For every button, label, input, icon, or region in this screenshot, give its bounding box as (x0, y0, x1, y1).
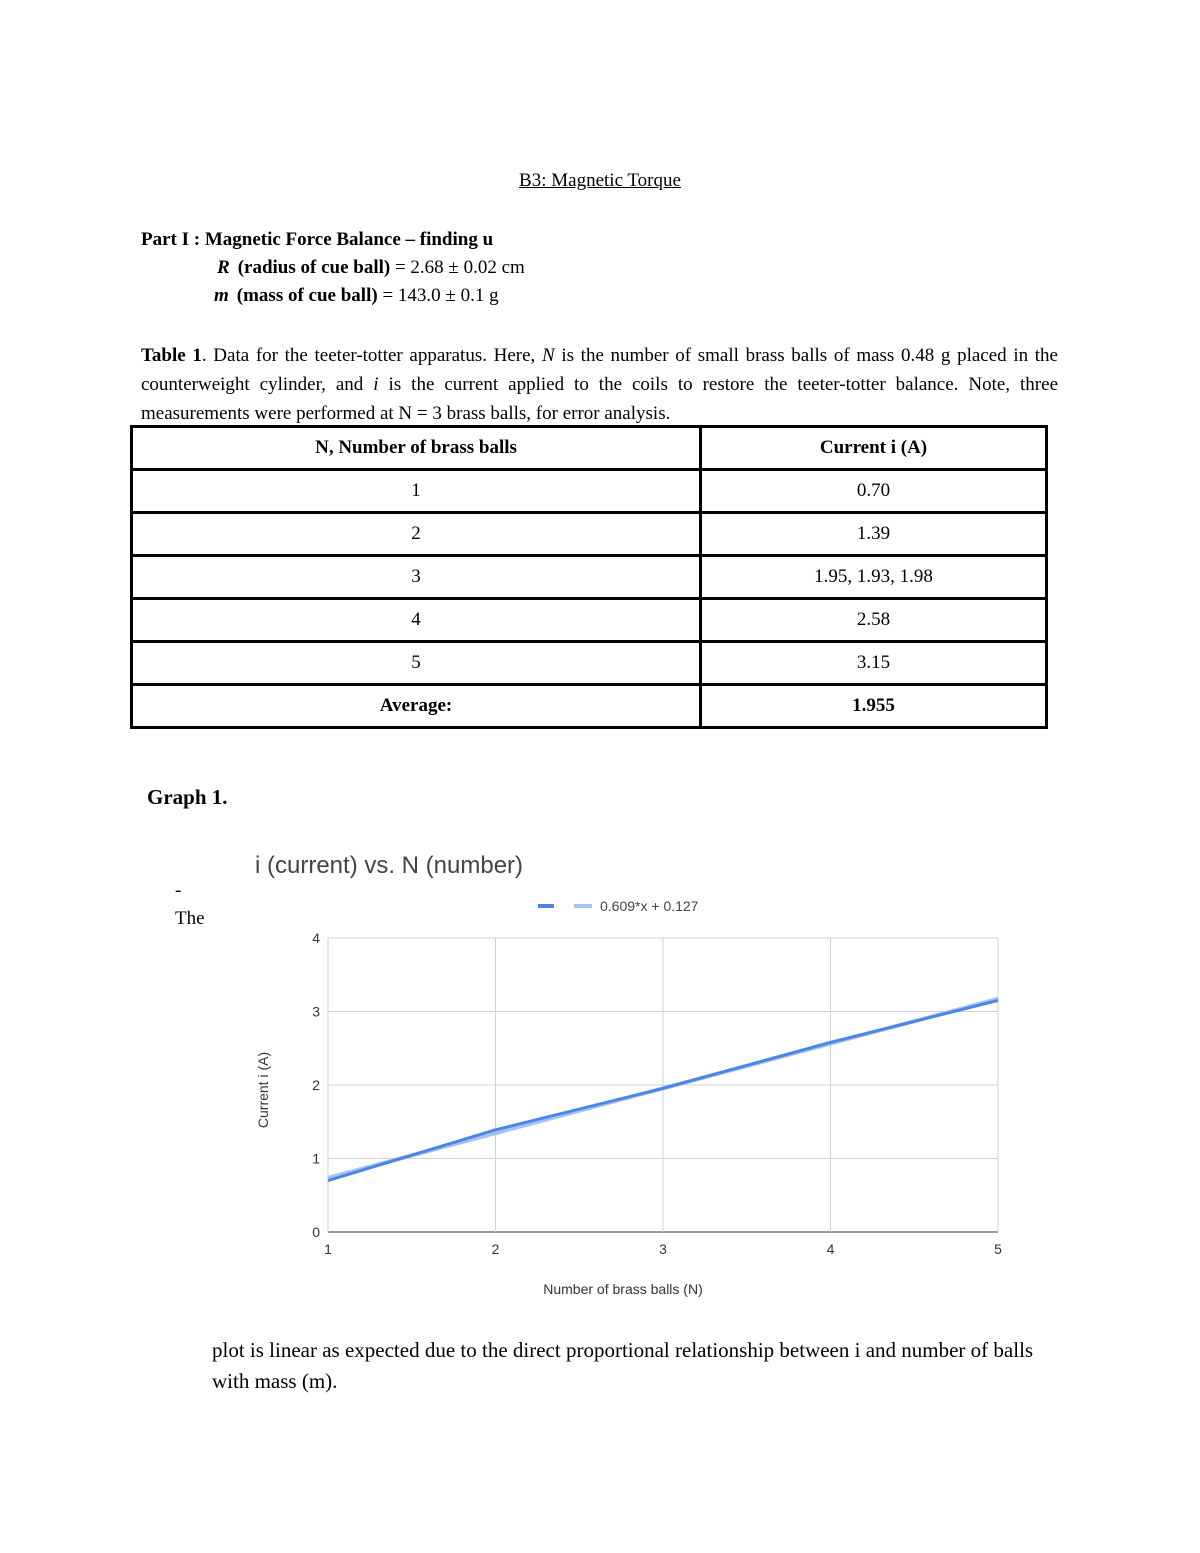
table-header-cell: Current i (A) (701, 427, 1047, 470)
param-label: (radius of cue ball) (237, 257, 391, 278)
param-symbol: R (217, 257, 230, 278)
table-footer-cell: 1.955 (701, 685, 1047, 728)
side-dash: - (175, 880, 182, 901)
table-row (132, 470, 1047, 513)
side-text: The (175, 908, 205, 929)
param-label: (mass of cue ball) (236, 285, 378, 306)
y-tick-label: 1 (312, 1150, 320, 1167)
legend-label: 0.609*x + 0.127 (600, 898, 699, 914)
param-value: = 2.68 ± 0.02 cm (394, 257, 525, 278)
param-value: = 143.0 ± 0.1 g (382, 285, 499, 306)
data-table (130, 425, 1048, 729)
caption-text: . Data for the teeter-totter apparatus. Here, (201, 345, 542, 366)
graph-label: Graph 1. (147, 785, 228, 809)
x-axis-title: Number of brass balls (N) (543, 1281, 703, 1297)
table-header-cell: N, Number of brass balls (132, 427, 701, 470)
table-footer-row (132, 685, 1047, 728)
table-row (132, 642, 1047, 685)
table-row (132, 556, 1047, 599)
table-header-row (132, 427, 1047, 470)
table-cell: 0.70 (701, 470, 1047, 513)
table-caption-label: Table 1 (141, 345, 202, 366)
param-radius (217, 257, 525, 279)
caption-symbol: N (541, 345, 555, 366)
caption-text: is the number of small brass balls of mass 0.48 g placed in the counterweight cylinder, and (141, 345, 1058, 395)
table-cell: 1.39 (701, 513, 1047, 556)
chart-title: i (current) vs. N (number) (255, 852, 524, 879)
table-caption (141, 341, 1058, 428)
table-cell: 5 (132, 642, 701, 685)
x-tick-label: 1 (324, 1241, 332, 1257)
y-tick-label: 2 (312, 1077, 320, 1093)
x-tick-label: 3 (659, 1241, 667, 1257)
document-title: B3: Magnetic Torque (519, 170, 681, 191)
y-axis-title: Current i (A) (255, 1051, 271, 1129)
conclusion-text: plot is linear as expected due to the direct proportional relationship between i and number of balls with mass (m). (212, 1338, 1034, 1393)
y-tick-label: 4 (312, 930, 320, 946)
table-cell: 3.15 (701, 642, 1047, 685)
y-tick-label: 0 (312, 1224, 320, 1240)
table-footer-cell: Average: (132, 685, 701, 728)
table-row (132, 513, 1047, 556)
table-cell: 2.58 (701, 599, 1047, 642)
table-cell: 1.95, 1.93, 1.98 (701, 556, 1047, 599)
part-heading: Part I : Magnetic Force Balance – finding u (141, 229, 494, 250)
param-symbol: m (214, 285, 229, 306)
caption-symbol: i (373, 374, 379, 395)
x-tick-label: 4 (826, 1241, 835, 1257)
table-cell: 3 (132, 556, 701, 599)
param-mass (214, 285, 499, 307)
x-tick-label: 5 (994, 1241, 1002, 1257)
table-cell: 1 (132, 470, 701, 513)
caption-text: is the current applied to the coils to restore the teeter-totter balance. Note, three measurements were performed at N = 3 brass balls, for error analysis. (141, 374, 1059, 424)
table-cell: 2 (132, 513, 701, 556)
table-row (132, 599, 1047, 642)
y-tick-label: 3 (312, 1003, 320, 1020)
table-cell: 4 (132, 599, 701, 642)
line-chart (240, 890, 1030, 1310)
x-tick-label: 2 (491, 1241, 500, 1257)
